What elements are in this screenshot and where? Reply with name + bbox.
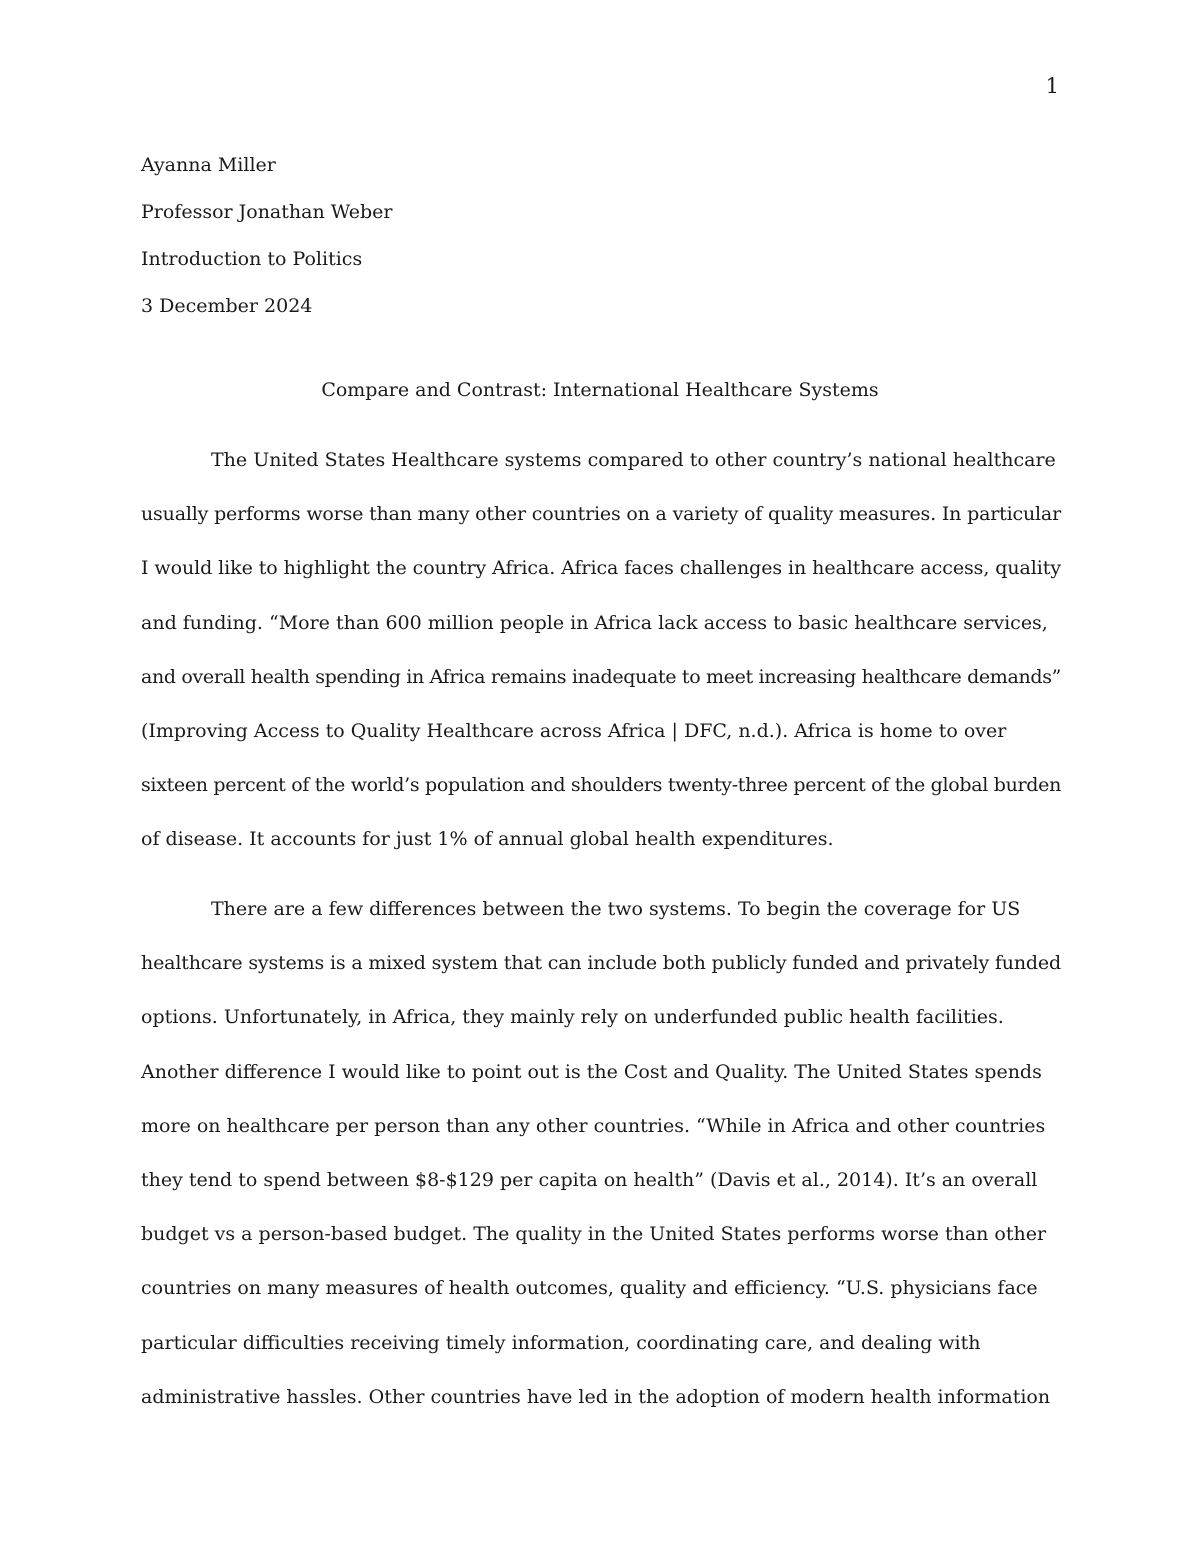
paragraph-line: and funding. “More than 600 million people in Africa lack access to basic healthcare services, (141, 611, 1048, 634)
paragraph-line: they tend to spend between $8-$129 per capita on health” (Davis et al., 2014). It’s an overall (141, 1168, 1038, 1191)
paragraph-line: options. Unfortunately, in Africa, they mainly rely on underfunded public health facilities. (141, 1006, 1004, 1029)
mla-header (141, 142, 1059, 330)
document-title: Compare and Contrast: International Healthcare Systems (321, 379, 879, 401)
submission-date: 3 December 2024 (141, 295, 313, 317)
paragraph-line: administrative hassles. Other countries have led in the adoption of modern health information (141, 1385, 1051, 1408)
page-number: 1 (1045, 74, 1059, 98)
paragraph-line: (Improving Access to Quality Healthcare across Africa | DFC, n.d.). Africa is home to over (141, 719, 1007, 742)
body-paragraph (141, 445, 1061, 879)
paragraph-line: sixteen percent of the world’s population and shoulders twenty-three percent of the global burden (141, 774, 1061, 797)
paragraph-line: countries on many measures of health outcomes, quality and efficiency. “U.S. physicians face (141, 1277, 1038, 1300)
paragraph-line: There are a few differences between the two systems. To begin the coverage for US (211, 898, 1021, 920)
paragraph-line: more on healthcare per person than any other countries. “While in Africa and other countries (141, 1114, 1046, 1137)
paragraph-line: Another difference I would like to point out is the Cost and Quality. The United States spends (141, 1060, 1042, 1083)
paragraph-line: The United States Healthcare systems compared to other country’s national healthcare (211, 449, 1056, 471)
body-paragraph (141, 894, 1061, 1436)
paragraph-line: usually performs worse than many other countries on a variety of quality measures. In particular (141, 503, 1061, 526)
paragraph-line: particular difficulties receiving timely information, coordinating care, and dealing with (141, 1331, 981, 1354)
instructor-name: Professor Jonathan Weber (141, 201, 393, 223)
paragraph-line: budget vs a person-based budget. The quality in the United States performs worse than other (141, 1223, 1047, 1246)
paragraph-line: I would like to highlight the country Africa. Africa faces challenges in healthcare access, quality (141, 557, 1061, 580)
paragraph-line: of disease. It accounts for just 1% of annual global health expenditures. (141, 828, 834, 851)
paragraph-line: healthcare systems is a mixed system that can include both publicly funded and privately funded (141, 952, 1061, 975)
paragraph-line: and overall health spending in Africa remains inadequate to meet increasing healthcare demands” (141, 665, 1061, 688)
course-name: Introduction to Politics (141, 248, 363, 270)
author-name: Ayanna Miller (141, 154, 276, 176)
